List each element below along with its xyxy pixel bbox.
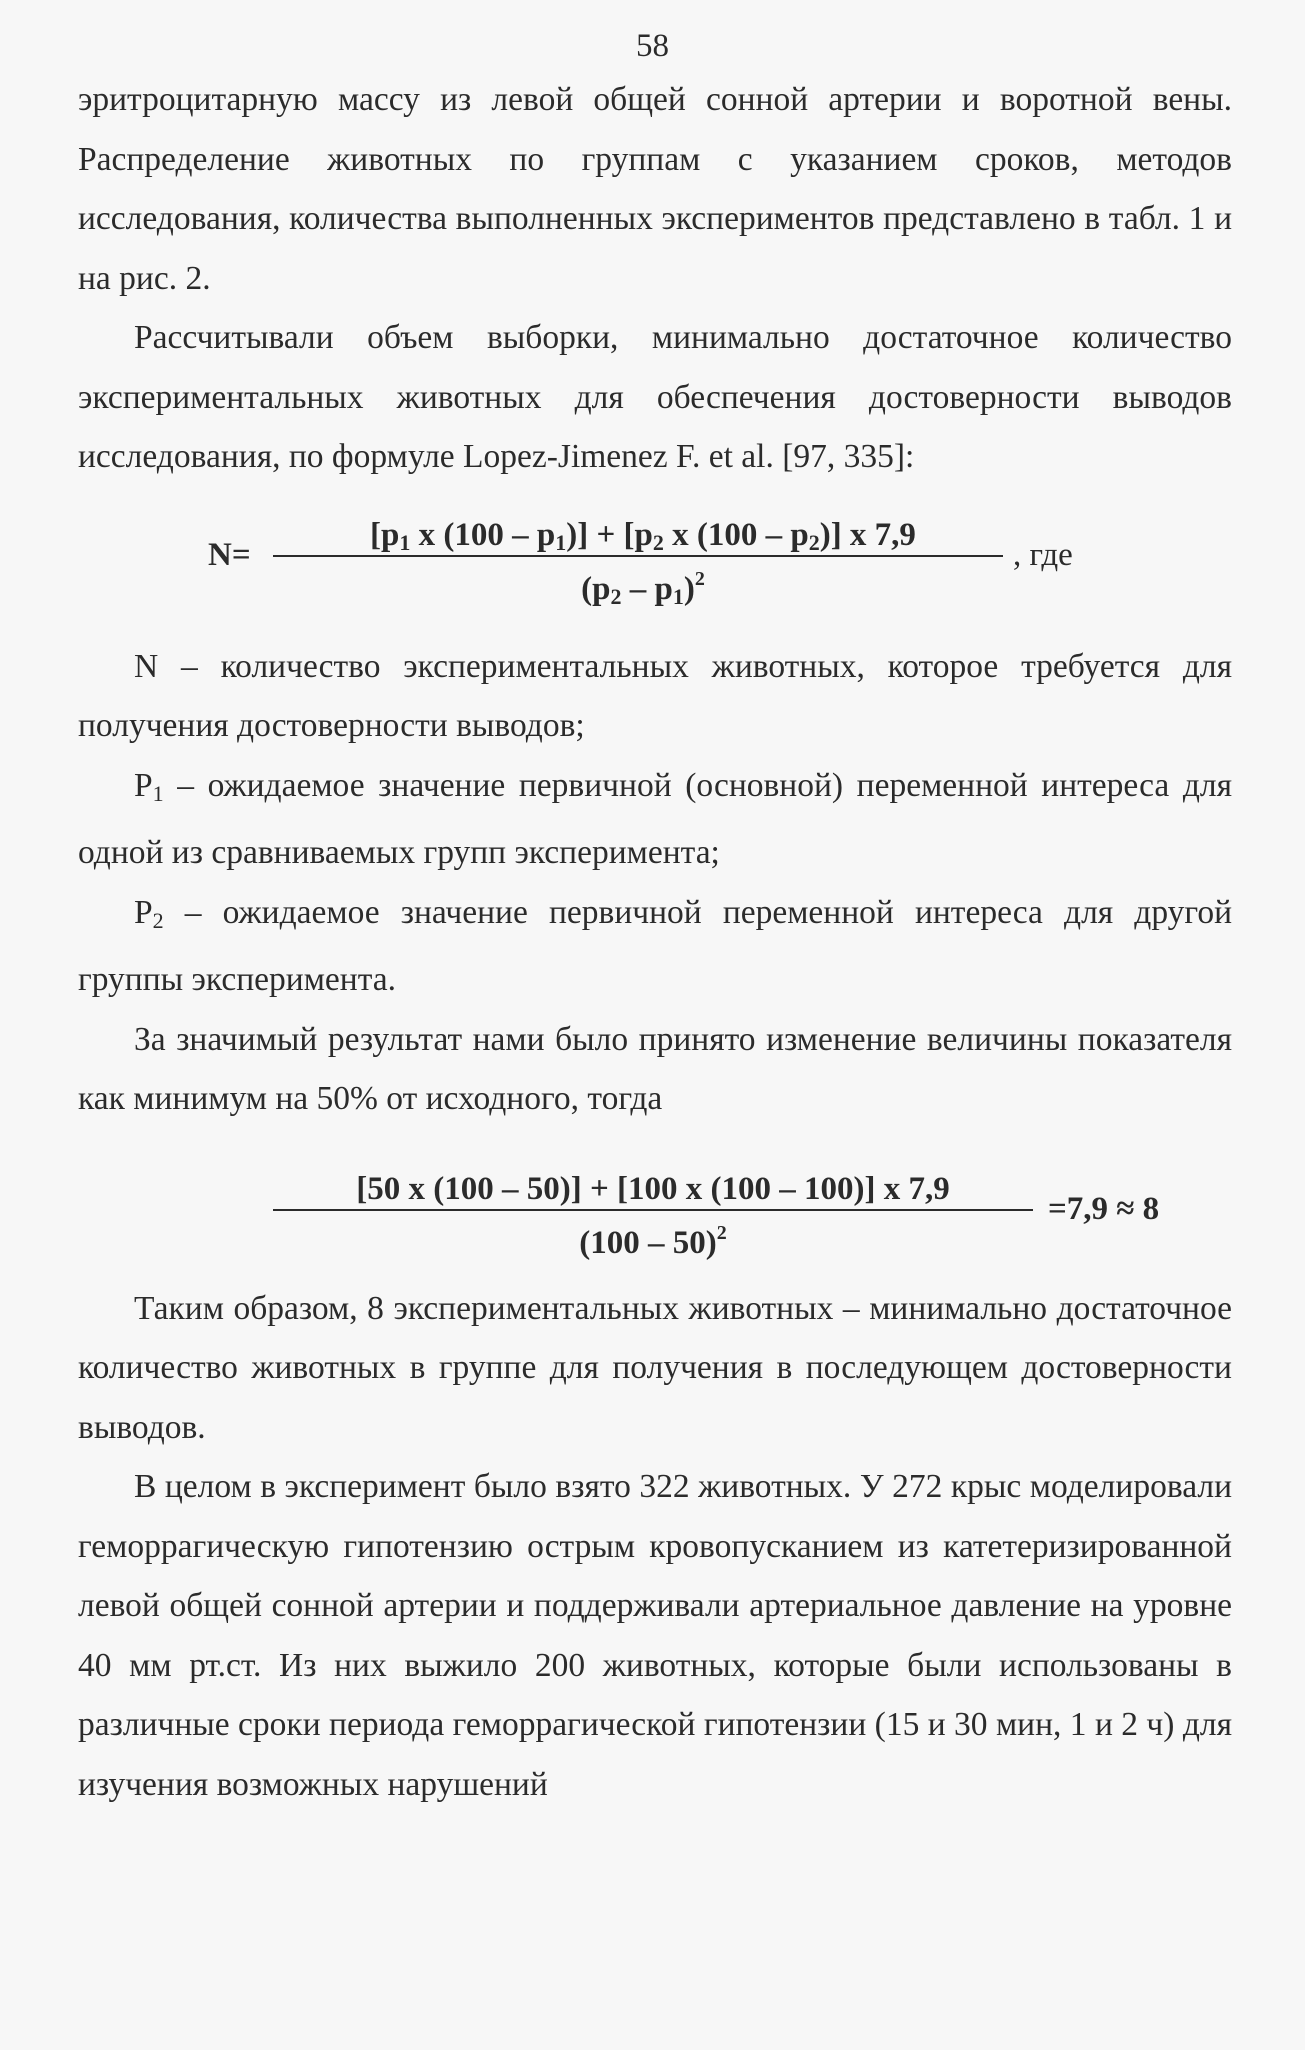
- paragraph: $P_2$ – ожидаемое значение первичной переменной интереса для другой группы эксперимента.: [78, 893, 1232, 998]
- formula-lhs: N=: [208, 536, 251, 573]
- page-body: [78, 70, 1232, 1814]
- formula-denominator: $(p_2 - p_1)^2$: [581, 567, 705, 609]
- paragraph: $P_1$ – ожидаемое значение первичной (основной) переменной интереса для одной из сравниваемых групп эксперимента;: [78, 766, 1232, 871]
- page-number: 58: [636, 28, 669, 64]
- formula-denominator: (100 – 50)$^2$: [579, 1221, 727, 1261]
- fraction-bar: [273, 1209, 1033, 1211]
- formula-numerator: [50 x (100 – 50)] + [100 x (100 – 100)] x 7,9: [356, 1170, 950, 1207]
- paragraph: Таким образом, 8 экспериментальных животных – минимально достаточное количество животных в группе для получения в последующем достоверности выводов.: [78, 1289, 1232, 1446]
- paragraph: эритроцитарную массу из левой общей сонной артерии и воротной вены. Распределение животных по группам с указанием сроков, методов исследования, количества выполненных экспериментов представлено в табл. 1 и на рис. 2.: [78, 81, 1232, 297]
- paragraph: За значимый результат нами было принято изменение величины показателя как минимум на 50% от исходного, тогда: [78, 1020, 1232, 1117]
- sample-size-formula: [78, 487, 1232, 637]
- formula-result: =7,9 ≈ 8: [1048, 1190, 1160, 1227]
- formula-numerator: [$p_1$ x $(100 - p_1)] + [p_2$ x $(100 - p_2)$] x 7,9: [370, 516, 916, 555]
- calculation-formula: [78, 1129, 1232, 1279]
- paragraph: В целом в эксперимент было взято 322 животных. У 272 крыс моделировали геморрагическую гипотензию острым кровопусканием из катетеризированной левой общей сонной артерии и поддерживали артериальное давление на уровне 40 мм рт.ст. Из них выжило 200 животных, которые были использованы в различные сроки периода геморрагической гипотензии (15 и 30 мин, 1 и 2 ч) для изучения возможных нарушений: [78, 1468, 1232, 1803]
- paragraph: Рассчитывали объем выборки, минимально достаточное количество экспериментальных животных для обеспечения достоверности выводов исследования, по формуле Lopez-Jimenez F. et al. [97, 335]:: [78, 319, 1232, 475]
- fraction-bar: [273, 555, 1003, 557]
- formula-where: , где: [1013, 536, 1073, 573]
- paragraph: N – количество экспериментальных животных, которое требуется для получения достоверности выводов;: [78, 647, 1232, 744]
